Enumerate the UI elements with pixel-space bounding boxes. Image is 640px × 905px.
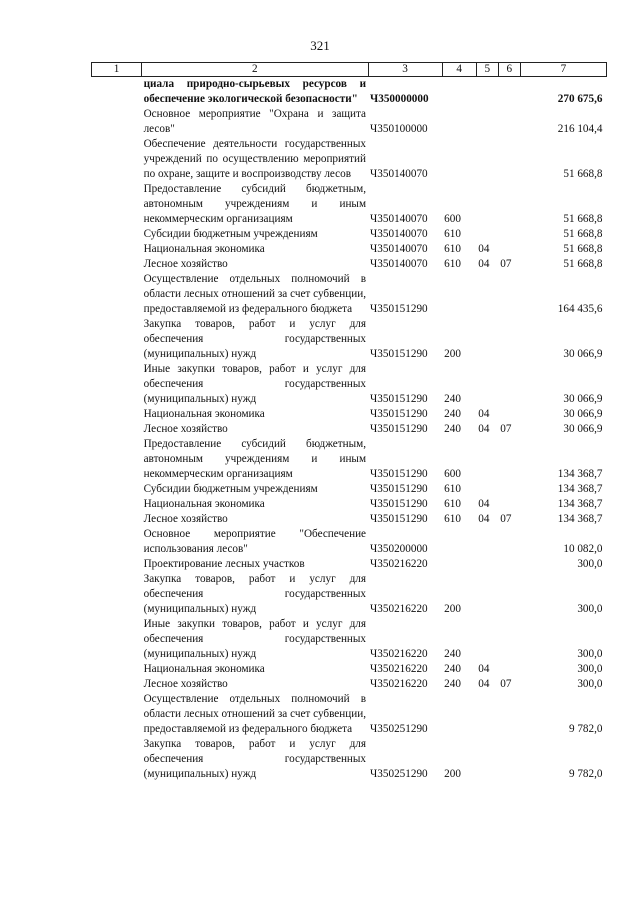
row-code: Ч350100000	[370, 123, 428, 135]
row-name: Иные закупки товаров, работ и услуг для обеспечения государственных (муниципальных) нужд	[143, 618, 367, 660]
table-row	[92, 677, 607, 692]
row-name: Основное мероприятие "Охрана и защита лесов"	[143, 108, 367, 135]
row-col1	[92, 362, 142, 407]
row-expense-type: 240	[444, 648, 461, 660]
row-section	[476, 77, 498, 108]
row-col1	[92, 737, 142, 782]
row-amount: 9 782,0	[568, 768, 603, 780]
row-col1	[92, 512, 142, 527]
row-expense-type	[442, 272, 476, 317]
row-col1	[92, 257, 142, 272]
row-col1	[92, 692, 142, 737]
table-row	[92, 437, 607, 482]
row-col1	[92, 557, 142, 572]
row-section	[476, 527, 498, 557]
row-col1	[92, 482, 142, 497]
row-code: Ч350140070	[370, 228, 428, 240]
row-expense-type	[442, 107, 476, 137]
row-subsection	[498, 497, 520, 512]
row-amount: 30 066,9	[563, 408, 603, 420]
row-name: Осуществление отдельных полномочий в области лесных отношений за счет субвенции, предоставляемой из федерального бюджета	[143, 273, 367, 315]
row-subsection	[498, 692, 520, 737]
row-col1	[92, 677, 142, 692]
row-section	[476, 107, 498, 137]
row-amount: 300,0	[577, 648, 603, 660]
column-number-5: 5	[476, 63, 498, 77]
row-section: 04	[478, 258, 490, 270]
row-subsection	[498, 482, 520, 497]
row-expense-type	[442, 137, 476, 182]
row-name: Лесное хозяйство	[143, 423, 228, 435]
table-row	[92, 77, 607, 108]
row-expense-type: 610	[444, 228, 461, 240]
row-col1	[92, 107, 142, 137]
table-row	[92, 557, 607, 572]
row-amount: 270 675,6	[557, 93, 603, 105]
table-row	[92, 257, 607, 272]
table-row	[92, 737, 607, 782]
row-amount: 216 104,4	[557, 123, 603, 135]
row-subsection	[498, 437, 520, 482]
row-amount: 134 368,7	[557, 513, 603, 525]
row-amount: 134 368,7	[557, 468, 603, 480]
table-row	[92, 692, 607, 737]
row-code: Ч350251290	[370, 768, 428, 780]
row-section: 04	[478, 498, 490, 510]
row-col1	[92, 317, 142, 362]
row-expense-type: 610	[444, 513, 461, 525]
table-row	[92, 182, 607, 227]
row-subsection	[498, 557, 520, 572]
row-expense-type: 610	[444, 258, 461, 270]
row-expense-type: 240	[444, 393, 461, 405]
row-expense-type	[442, 527, 476, 557]
row-subsection	[498, 242, 520, 257]
row-subsection	[498, 227, 520, 242]
row-col1	[92, 272, 142, 317]
row-section: 04	[478, 513, 490, 525]
row-expense-type: 610	[444, 243, 461, 255]
row-name: Предоставление субсидий бюджетным, автономным учреждениям и иным некоммерческим организациям	[143, 438, 367, 480]
row-amount: 51 668,8	[563, 168, 603, 180]
row-section	[476, 227, 498, 242]
table-row	[92, 527, 607, 557]
row-subsection	[498, 107, 520, 137]
row-amount: 30 066,9	[563, 423, 603, 435]
row-col1	[92, 572, 142, 617]
row-code: Ч350000000	[370, 93, 429, 105]
row-name: Лесное хозяйство	[143, 513, 228, 525]
row-col1	[92, 77, 142, 108]
table-row	[92, 137, 607, 182]
row-subsection	[498, 77, 520, 108]
row-expense-type: 240	[444, 408, 461, 420]
row-name: Лесное хозяйство	[143, 258, 228, 270]
row-code: Ч350151290	[370, 498, 428, 510]
row-amount: 300,0	[577, 678, 603, 690]
row-section	[476, 362, 498, 407]
row-code: Ч350140070	[370, 213, 428, 225]
row-name: Национальная экономика	[143, 243, 265, 255]
row-expense-type	[442, 77, 476, 108]
row-expense-type	[442, 692, 476, 737]
row-col1	[92, 662, 142, 677]
row-col1	[92, 137, 142, 182]
row-name: Обеспечение деятельности государственных учреждений по осуществлению мероприятий по охране, защите и воспроизводству лесов	[143, 138, 367, 180]
page-number: 321	[310, 38, 330, 53]
row-section: 04	[478, 423, 490, 435]
table-row	[92, 512, 607, 527]
row-code: Ч350151290	[370, 393, 428, 405]
row-expense-type: 240	[444, 423, 461, 435]
column-number-1: 1	[92, 63, 142, 77]
row-code: Ч350216220	[370, 678, 428, 690]
row-amount: 51 668,8	[563, 228, 603, 240]
row-subsection: 07	[500, 258, 512, 270]
row-subsection	[498, 272, 520, 317]
budget-table	[91, 62, 607, 782]
table-row	[92, 227, 607, 242]
row-section: 04	[478, 408, 490, 420]
row-amount: 51 668,8	[563, 213, 603, 225]
row-name: Закупка товаров, работ и услуг для обеспечения государственных (муниципальных) нужд	[143, 573, 367, 615]
row-section: 04	[478, 243, 490, 255]
row-name: Основное мероприятие "Обеспечение использования лесов"	[143, 528, 367, 555]
row-section	[476, 317, 498, 362]
row-col1	[92, 242, 142, 257]
row-col1	[92, 497, 142, 512]
table-row	[92, 572, 607, 617]
table-row	[92, 422, 607, 437]
row-expense-type: 600	[444, 468, 461, 480]
row-section	[476, 182, 498, 227]
column-number-6: 6	[498, 63, 520, 77]
row-amount: 300,0	[577, 558, 603, 570]
row-subsection	[498, 317, 520, 362]
row-amount: 30 066,9	[563, 348, 603, 360]
row-name: Национальная экономика	[143, 498, 265, 510]
row-col1	[92, 422, 142, 437]
row-code: Ч350140070	[370, 243, 428, 255]
row-expense-type: 200	[444, 603, 461, 615]
row-amount: 164 435,6	[557, 303, 603, 315]
row-section: 04	[478, 663, 490, 675]
row-col1	[92, 227, 142, 242]
table-row	[92, 617, 607, 662]
row-name: Субсидии бюджетным учреждениям	[143, 228, 318, 240]
row-section: 04	[478, 678, 490, 690]
row-section	[476, 137, 498, 182]
row-section	[476, 437, 498, 482]
row-name: Национальная экономика	[143, 663, 265, 675]
column-number-row	[92, 63, 607, 77]
row-subsection	[498, 662, 520, 677]
row-code: Ч350216220	[370, 603, 428, 615]
row-col1	[92, 407, 142, 422]
row-name: Закупка товаров, работ и услуг для обеспечения государственных (муниципальных) нужд	[143, 318, 367, 360]
row-code: Ч350151290	[370, 483, 428, 495]
row-expense-type: 200	[444, 768, 461, 780]
row-amount: 51 668,8	[563, 243, 603, 255]
row-subsection	[498, 137, 520, 182]
row-section	[476, 557, 498, 572]
column-number-7: 7	[520, 63, 606, 77]
row-expense-type: 200	[444, 348, 461, 360]
row-amount: 300,0	[577, 603, 603, 615]
row-expense-type	[442, 557, 476, 572]
row-amount: 51 668,8	[563, 258, 603, 270]
row-section	[476, 572, 498, 617]
row-subsection: 07	[500, 513, 512, 525]
row-name: Национальная экономика	[143, 408, 265, 420]
column-number-2: 2	[142, 63, 368, 77]
table-row	[92, 497, 607, 512]
row-expense-type: 240	[444, 663, 461, 675]
row-subsection	[498, 737, 520, 782]
row-col1	[92, 182, 142, 227]
table-row	[92, 317, 607, 362]
row-code: Ч350251290	[370, 723, 428, 735]
row-subsection	[498, 572, 520, 617]
row-expense-type: 600	[444, 213, 461, 225]
row-code: Ч350151290	[370, 303, 428, 315]
row-subsection	[498, 407, 520, 422]
row-expense-type: 610	[444, 483, 461, 495]
table-row	[92, 362, 607, 407]
table-body	[92, 77, 607, 783]
row-subsection: 07	[500, 423, 512, 435]
row-amount: 10 082,0	[563, 543, 603, 555]
row-code: Ч350151290	[370, 423, 428, 435]
row-code: Ч350151290	[370, 408, 428, 420]
row-code: Ч350140070	[370, 168, 428, 180]
row-code: Ч350140070	[370, 258, 428, 270]
row-name: Лесное хозяйство	[143, 678, 228, 690]
row-section	[476, 482, 498, 497]
row-code: Ч350200000	[370, 543, 428, 555]
table-row	[92, 272, 607, 317]
row-subsection	[498, 182, 520, 227]
row-amount: 134 368,7	[557, 498, 603, 510]
row-name: Закупка товаров, работ и услуг для обеспечения государственных (муниципальных) нужд	[143, 738, 367, 780]
row-code: Ч350216220	[370, 663, 428, 675]
row-code: Ч350216220	[370, 648, 428, 660]
row-name: Субсидии бюджетным учреждениям	[143, 483, 318, 495]
row-amount: 30 066,9	[563, 393, 603, 405]
table-row	[92, 107, 607, 137]
row-section	[476, 617, 498, 662]
row-subsection	[498, 617, 520, 662]
table-row	[92, 407, 607, 422]
row-code: Ч350151290	[370, 348, 428, 360]
table-row	[92, 242, 607, 257]
column-number-4: 4	[442, 63, 476, 77]
row-subsection: 07	[500, 678, 512, 690]
row-name: Предоставление субсидий бюджетным, автономным учреждениям и иным некоммерческим организациям	[143, 183, 367, 225]
table-row	[92, 662, 607, 677]
row-code: Ч350151290	[370, 513, 428, 525]
row-code: Ч350151290	[370, 468, 428, 480]
row-code: Ч350216220	[370, 558, 428, 570]
table-row	[92, 482, 607, 497]
row-col1	[92, 437, 142, 482]
row-subsection	[498, 527, 520, 557]
row-name: Осуществление отдельных полномочий в области лесных отношений за счет субвенции, предоставляемой из федерального бюджета	[143, 693, 367, 735]
row-section	[476, 692, 498, 737]
row-amount: 300,0	[577, 663, 603, 675]
row-col1	[92, 617, 142, 662]
row-expense-type: 240	[444, 678, 461, 690]
row-amount: 9 782,0	[568, 723, 603, 735]
row-col1	[92, 527, 142, 557]
row-name: Иные закупки товаров, работ и услуг для обеспечения государственных (муниципальных) нужд	[143, 363, 367, 405]
row-section	[476, 737, 498, 782]
row-name: циала природно-сырьевых ресурсов и обеспечение экологической безопасности"	[143, 78, 367, 105]
row-expense-type: 610	[444, 498, 461, 510]
row-subsection	[498, 362, 520, 407]
row-name: Проектирование лесных участков	[143, 558, 305, 570]
row-section	[476, 272, 498, 317]
column-number-3: 3	[368, 63, 442, 77]
row-amount: 134 368,7	[557, 483, 603, 495]
